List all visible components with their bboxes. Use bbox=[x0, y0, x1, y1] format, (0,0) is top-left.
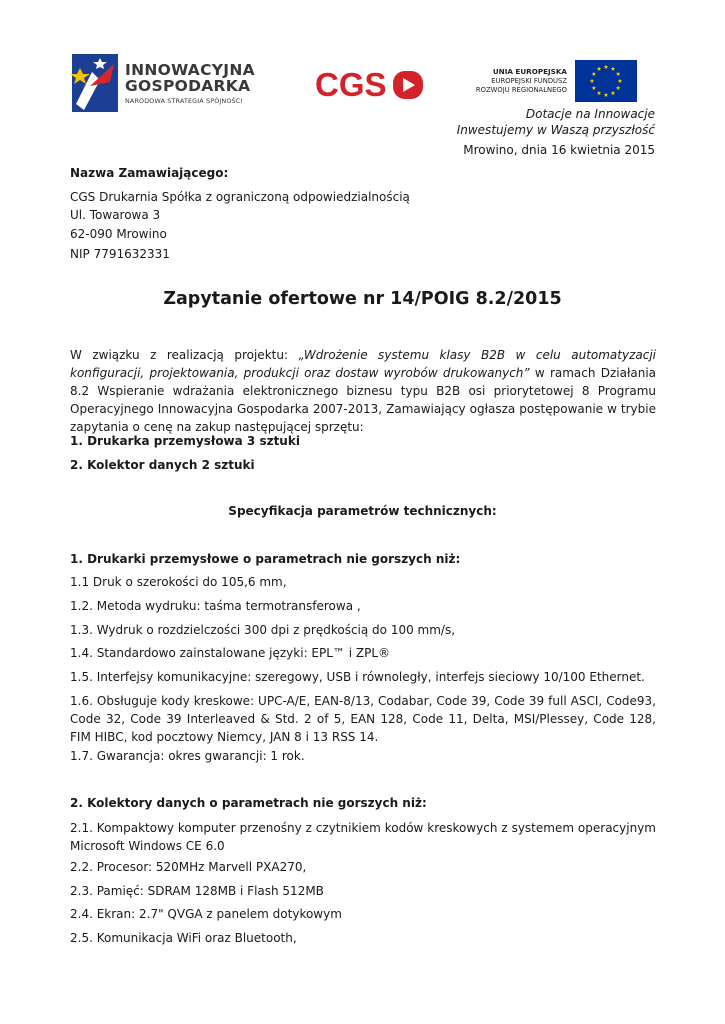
logo-ig-line1: INNOWACYJNA bbox=[125, 61, 255, 79]
section1-p3: 1.3. Wydruk o rozdzielczości 300 dpi z prędkością do 100 mm/s, bbox=[70, 623, 456, 637]
section2-heading: 2. Kolektory danych o parametrach nie gorszych niż: bbox=[70, 796, 427, 810]
section1-p7: 1.7. Gwarancja: okres gwarancji: 1 rok. bbox=[70, 749, 305, 763]
intro-pre: W związku z realizacją projektu: bbox=[70, 348, 299, 362]
logo-ig-line3: NARODOWA STRATEGIA SPÓJNOŚCI bbox=[125, 97, 243, 105]
innowacyjna-gospodarka-mark-icon bbox=[70, 52, 120, 114]
cgs-logo-text: CGS bbox=[315, 67, 387, 103]
spec-heading: Specyfikacja parametrów technicznych: bbox=[228, 504, 497, 518]
orderer-nip: NIP 7791632331 bbox=[70, 247, 170, 261]
intro-project-name: „Wdrożenie systemu klasy B2B w celu automatyzacji konfiguracji, projektowania, produkcji oraz dostaw wyrobów drukowanych” bbox=[70, 348, 657, 380]
place-date: Mrowino, dnia 16 kwietnia 2015 bbox=[463, 143, 655, 157]
intro-paragraph bbox=[70, 346, 656, 436]
item-2: 2. Kolektor danych 2 sztuki bbox=[70, 458, 255, 472]
eu-logo bbox=[472, 60, 637, 102]
innowacyjna-gospodarka-logo bbox=[70, 52, 270, 114]
orderer-street: Ul. Towarowa 3 bbox=[70, 208, 161, 222]
section1-heading: 1. Drukarki przemysłowe o parametrach nie gorszych niż: bbox=[70, 552, 461, 566]
orderer-label: Nazwa Zamawiającego: bbox=[70, 166, 229, 180]
eu-logo-line3: ROZWOJU REGIONALNEGO bbox=[475, 86, 567, 94]
section2-p4: 2.4. Ekran: 2.7" QVGA z panelem dotykowym bbox=[70, 907, 342, 921]
eu-logo-line2: EUROPEJSKI FUNDUSZ bbox=[491, 77, 567, 85]
tagline-line2: Inwestujemy w Waszą przyszłość bbox=[456, 123, 655, 137]
section2-p2: 2.2. Procesor: 520MHz Marvell PXA270, bbox=[70, 860, 307, 874]
tagline bbox=[457, 106, 655, 138]
section1-p2: 1.2. Metoda wydruku: taśma termotransferowa , bbox=[70, 599, 361, 613]
section1-p1: 1.1 Druk o szerokości do 105,6 mm, bbox=[70, 575, 287, 589]
intro-post: w ramach Działania 8.2 Wspieranie wdrażania elektronicznego biznesu typu B2B osi priorytetowej 8 Programu Operacyjnego Innowacyjna Gospodarka 2007-2013, Zamawiający ogłasza postępowanie w trybie zapytania o cenę na zakup następującej sprzętu: bbox=[70, 366, 657, 434]
section1-p5: 1.5. Interfejsy komunikacyjne: szeregowy, USB i równoległy, interfejs sieciowy 10/100 Ethernet. bbox=[70, 670, 645, 684]
document-title: Zapytanie ofertowe nr 14/POIG 8.2/2015 bbox=[163, 289, 562, 309]
orderer-name: CGS Drukarnia Spółka z ograniczoną odpowiedzialnością bbox=[70, 190, 410, 204]
section1-p4: 1.4. Standardowo zainstalowane języki: EPL™ i ZPL® bbox=[70, 646, 391, 660]
section1-p6: 1.6. Obsługuje kody kreskowe: UPC-A/E, EAN-8/13, Codabar, Code 39, Code 39 full ASCI, Code93, Code 32, Code 39 Interleaved & Std. 2 of 5, EAN 128, Code 11, Delta, MSI/Plessey, Code 128, FIM HIBC, kod pocztowy Niemcy, JAN 8 i 13 RSS 14. bbox=[70, 694, 656, 744]
eu-logo-line1: UNIA EUROPEJSKA bbox=[492, 67, 567, 76]
orderer-city: 62-090 Mrowino bbox=[70, 227, 167, 241]
section2-p1: 2.1. Kompaktowy komputer przenośny z czytnikiem kodów kreskowych z systemem operacyjnym Microsoft Windows CE 6.0 bbox=[70, 821, 656, 853]
tagline-line1: Dotacje na Innowacje bbox=[525, 107, 655, 121]
eu-flag-icon bbox=[575, 60, 637, 102]
logo-ig-line2: GOSPODARKA bbox=[125, 77, 251, 95]
section2-p3: 2.3. Pamięć: SDRAM 128MB i Flash 512MB bbox=[70, 884, 324, 898]
cgs-logo bbox=[315, 67, 425, 103]
item-1: 1. Drukarka przemysłowa 3 sztuki bbox=[70, 434, 300, 448]
section2-p5: 2.5. Komunikacja WiFi oraz Bluetooth, bbox=[70, 931, 297, 945]
